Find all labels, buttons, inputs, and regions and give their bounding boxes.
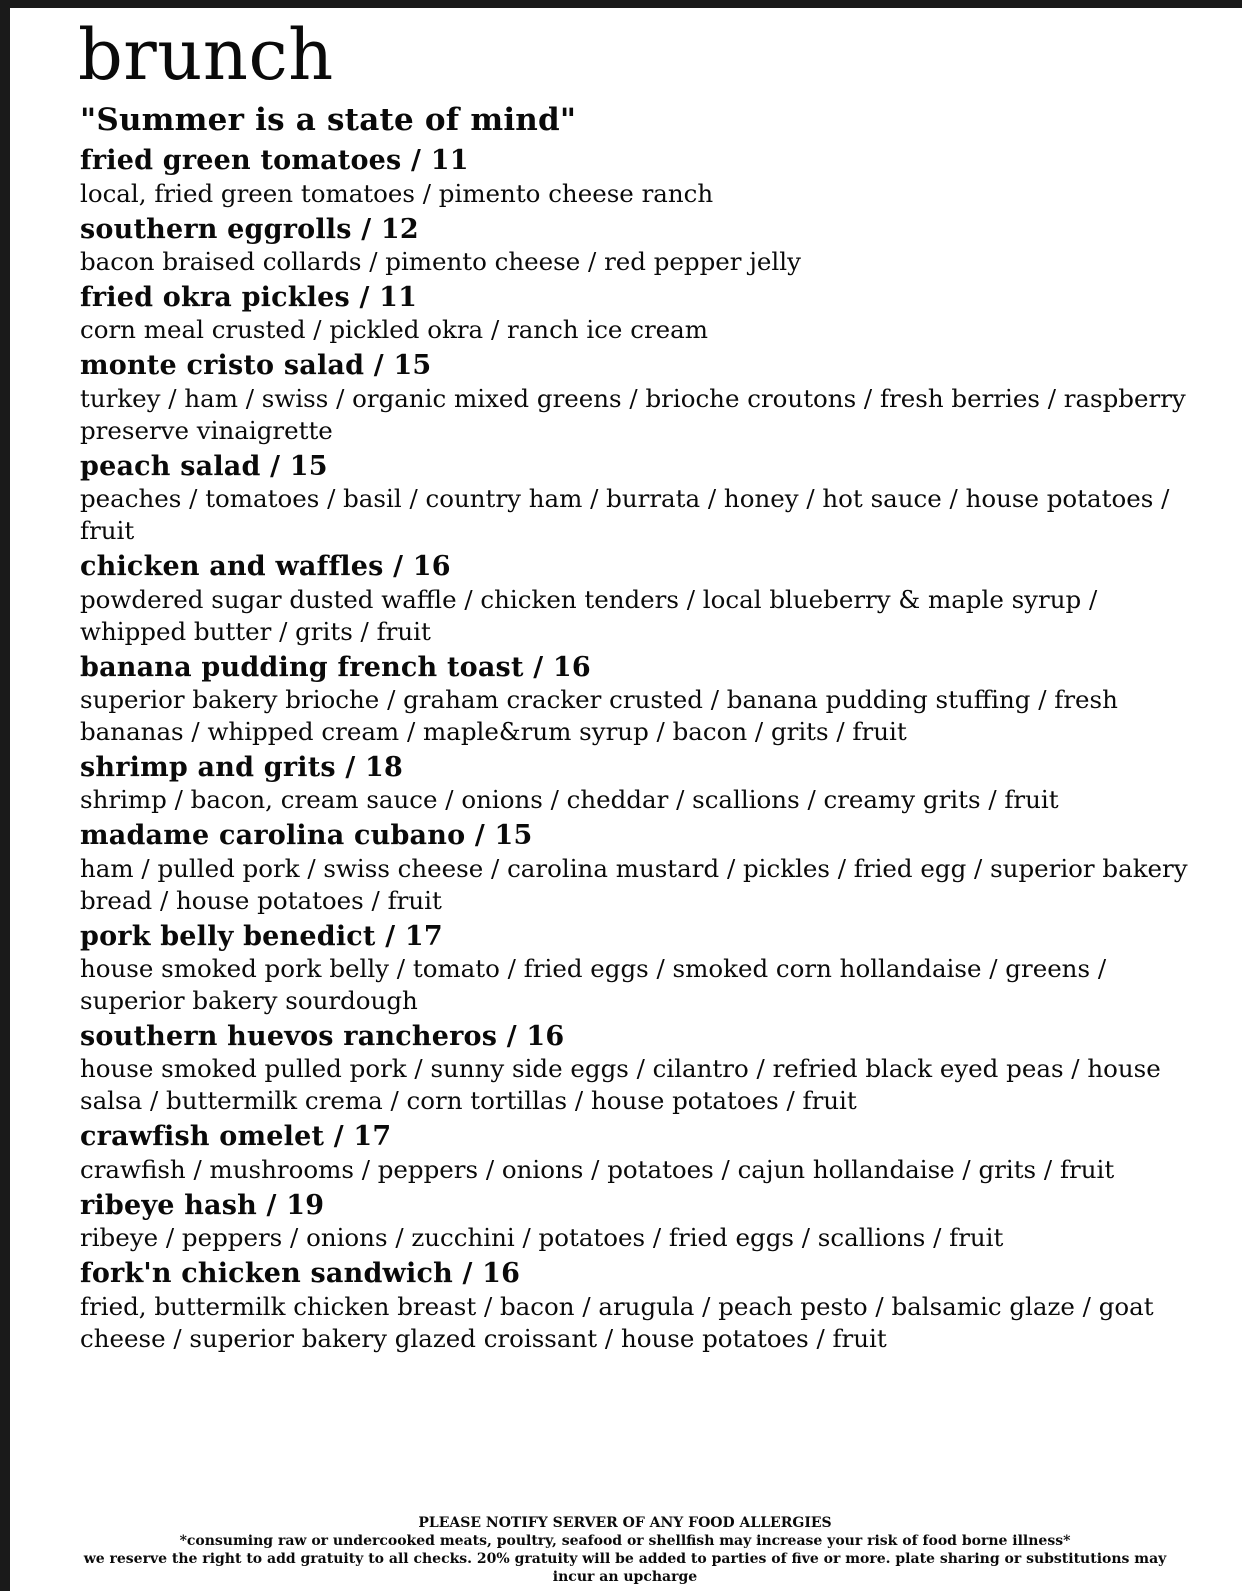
menu-item-name: banana pudding french toast / 16 [80,651,591,683]
menu-item [80,1121,1190,1185]
menu-item [80,551,1190,647]
menu-item-description: crawfish / mushrooms / peppers / onions / potatoes / cajun hollandaise / grits / fruit [80,1154,1115,1184]
menu-item-description: turkey / ham / swiss / organic mixed greens / brioche croutons / fresh berries / raspberry preserve vinaigrette [80,383,1186,445]
menu-item-name: crawfish omelet / 17 [80,1121,392,1153]
menu-item-name: pork belly benedict / 17 [80,920,443,952]
allergy-notice: PLEASE NOTIFY SERVER OF ANY FOOD ALLERGIES [418,1515,832,1531]
menu-item-name: fried green tomatoes / 11 [80,145,469,177]
menu-item-name: madame carolina cubano / 15 [80,820,533,852]
menu-item-name: fried okra pickles / 11 [80,281,418,313]
menu-item-description: house smoked pork belly / tomato / fried eggs / smoked corn hollandaise / greens / superior bakery sourdough [80,954,1107,1016]
menu-item [80,921,1190,1017]
menu-item [80,350,1190,446]
menu-item-description: ham / pulled pork / swiss cheese / carolina mustard / pickles / fried egg / superior bakery bread / house potatoes / fruit [80,853,1188,915]
menu-item-name: ribeye hash / 19 [80,1189,325,1221]
menu-item-name: peach salad / 15 [80,450,328,482]
menu-item-name: southern huevos rancheros / 16 [80,1021,565,1053]
menu-item [80,282,1190,346]
menu-item [80,1190,1190,1254]
menu-item-name: monte cristo salad / 15 [80,350,432,382]
menu-item [80,820,1190,916]
menu-item [80,652,1190,748]
menu-item [80,1258,1190,1354]
menu-item-name: chicken and waffles / 16 [80,551,451,583]
menu-item-name: shrimp and grits / 18 [80,751,404,783]
menu-item-description: local, fried green tomatoes / pimento cheese ranch [80,178,714,208]
menu-item [80,145,1190,209]
menu-title: brunch [78,14,334,96]
gratuity-notice: we reserve the right to add gratuity to all checks. 20% gratuity will be added to parties of five or more. plate sharing or substitutions may incur an upcharge [83,1551,1167,1585]
menu-item [80,752,1190,816]
food-safety-warning: *consuming raw or undercooked meats, poultry, seafood or shellfish may increase your risk of food borne illness* [179,1533,1071,1549]
menu-item-description: corn meal crusted / pickled okra / ranch ice cream [80,315,708,345]
menu-item [80,1021,1190,1117]
menu-item-name: fork'n chicken sandwich / 16 [80,1258,521,1290]
menu-item [80,214,1190,278]
menu-item-description: powdered sugar dusted waffle / chicken tenders / local blueberry & maple syrup / whipped butter / grits / fruit [80,584,1098,646]
menu-item-name: southern eggrolls / 12 [80,213,419,245]
menu-item [80,451,1190,547]
menu-item-description: bacon braised collards / pimento cheese / red pepper jelly [80,246,801,276]
menu-item-description: house smoked pulled pork / sunny side eggs / cilantro / refried black eyed peas / house salsa / buttermilk crema / corn tortillas / house potatoes / fruit [80,1054,1161,1116]
menu-footer [70,1514,1180,1586]
menu-item-description: fried, buttermilk chicken breast / bacon / arugula / peach pesto / balsamic glaze / goat cheese / superior bakery glazed croissant / house potatoes / fruit [80,1291,1154,1353]
menu-item-description: superior bakery brioche / graham cracker crusted / banana pudding stuffing / fresh bananas / whipped cream / maple&rum syrup / bacon / grits / fruit [80,684,1118,746]
menu-item-description: ribeye / peppers / onions / zucchini / potatoes / fried eggs / scallions / fruit [80,1223,1004,1253]
menu-content [80,8,1190,1359]
menu-tagline: "Summer is a state of mind" [80,102,577,138]
menu-page [10,8,1242,1591]
menu-item-description: shrimp / bacon, cream sauce / onions / cheddar / scallions / creamy grits / fruit [80,785,1059,815]
menu-item-description: peaches / tomatoes / basil / country ham / burrata / honey / hot sauce / house potatoes / fruit [80,484,1170,546]
